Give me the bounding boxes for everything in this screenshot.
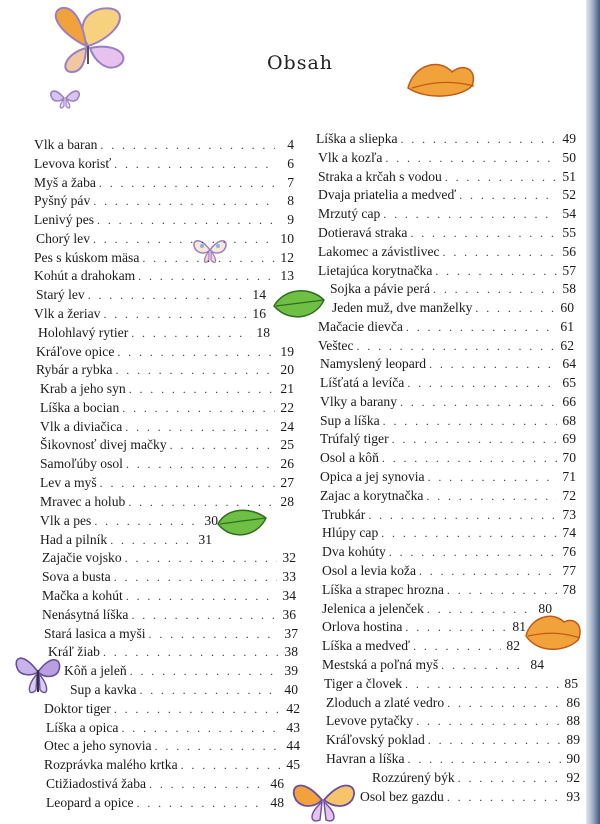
toc-entry-page: 18 — [256, 325, 270, 340]
toc-entry-page: 34 — [282, 588, 296, 603]
toc-entry-page: 86 — [566, 695, 580, 710]
toc-entry-page: 36 — [282, 607, 296, 622]
toc-entry — [42, 587, 296, 605]
toc-entry-page: 31 — [198, 532, 212, 547]
toc-entry — [70, 681, 298, 699]
toc-entry-page: 74 — [562, 525, 576, 540]
toc-entry — [46, 775, 284, 793]
toc-dot-leader — [99, 174, 275, 192]
toc-entry-page: 76 — [562, 544, 576, 559]
toc-dot-leader — [142, 249, 275, 267]
toc-entry-title: Zajačie vojsko — [42, 550, 122, 565]
toc-dot-leader — [406, 318, 555, 336]
toc-entry-page: 54 — [562, 206, 576, 221]
toc-entry-page: 21 — [280, 381, 294, 396]
toc-dot-leader — [115, 361, 275, 379]
toc-entry-page: 43 — [286, 720, 300, 735]
toc-entry-title: Šikovnosť divej mačky — [40, 437, 167, 452]
toc-entry-title: Líšťatá a levíča — [320, 375, 405, 390]
toc-entry-page: 61 — [560, 319, 574, 334]
toc-entry — [322, 543, 576, 561]
toc-entry — [34, 249, 294, 267]
toc-entry — [44, 625, 298, 643]
toc-entry-title: Kohút a drahokam — [34, 268, 136, 283]
toc-entry-page: 69 — [562, 431, 576, 446]
toc-entry — [326, 694, 580, 712]
toc-entry-title: Líška a strapec hrozna — [322, 582, 444, 597]
toc-entry-title: Ctižiadostivá žaba — [46, 776, 147, 791]
toc-dot-leader — [94, 512, 199, 530]
toc-entry-title: Lenivý pes — [34, 212, 95, 227]
toc-entry-page: 27 — [280, 475, 294, 490]
toc-entry-page: 88 — [566, 713, 580, 728]
toc-dot-leader — [100, 136, 275, 154]
toc-entry-title: Leopard a opice — [46, 795, 134, 810]
toc-entry — [36, 361, 294, 379]
toc-dot-leader — [121, 719, 281, 737]
toc-entry — [322, 581, 576, 599]
toc-entry — [40, 531, 212, 549]
toc-entry — [40, 418, 294, 436]
toc-entry-page: 4 — [287, 137, 294, 152]
toc-entry-title: Stará lasica a myši — [44, 626, 146, 641]
toc-dot-leader — [131, 606, 277, 624]
toc-entry-title: Vlk a kozľa — [318, 150, 383, 165]
toc-entry — [36, 230, 294, 248]
toc-entry — [34, 155, 294, 173]
toc-dot-leader — [428, 731, 561, 749]
toc-entry-title: Líška a sliepka — [316, 131, 398, 146]
toc-entry-page: 78 — [562, 582, 576, 597]
toc-entry-title: Zloduch a zlaté vedro — [326, 695, 445, 710]
toc-entry — [44, 737, 300, 755]
toc-entry-title: Rozzúrený býk — [372, 770, 455, 785]
toc-dot-leader — [149, 775, 265, 793]
toc-entry-title: Dotieravá straka — [318, 225, 408, 240]
toc-dot-leader — [405, 618, 507, 636]
toc-entry-title: Osol a levia koža — [322, 563, 416, 578]
toc-entry-page: 51 — [562, 169, 576, 184]
toc-dot-leader — [385, 149, 557, 167]
toc-entry — [322, 618, 526, 636]
toc-entry-page: 19 — [280, 344, 294, 359]
toc-entry-page: 45 — [286, 757, 300, 772]
toc-entry — [40, 399, 294, 417]
toc-entry-title: Kráľovský poklad — [326, 732, 425, 747]
toc-entry-title: Jeden muž, dve manželky — [332, 300, 473, 315]
toc-entry-page: 84 — [530, 657, 544, 672]
toc-entry — [320, 374, 576, 392]
toc-entry-title: Líška a bocian — [40, 400, 120, 415]
toc-entry-page: 62 — [560, 338, 574, 353]
toc-entry-page: 39 — [284, 663, 298, 678]
toc-entry — [40, 512, 218, 530]
toc-entry-title: Vlk a diviačica — [40, 419, 123, 434]
toc-entry — [320, 393, 576, 411]
toc-entry-title: Mačka a kohút — [42, 588, 123, 603]
toc-entry — [322, 637, 520, 655]
toc-dot-leader — [131, 324, 251, 342]
toc-entry-title: Havran a líška — [326, 751, 405, 766]
toc-entry — [360, 788, 580, 806]
toc-dot-leader — [130, 662, 279, 680]
toc-dot-leader — [137, 794, 265, 812]
toc-entry — [318, 186, 576, 204]
toc-entry-title: Kôň a jeleň — [64, 663, 127, 678]
toc-entry-page: 80 — [538, 601, 552, 616]
toc-entry-title: Sup a kavka — [70, 682, 137, 697]
toc-entry — [326, 750, 580, 768]
toc-dot-leader — [122, 399, 275, 417]
toc-entry-title: Rozprávka malého krtka — [44, 757, 178, 772]
toc-entry-title: Krab a jeho syn — [40, 381, 126, 396]
toc-entry-page: 20 — [280, 362, 294, 377]
toc-entry — [46, 719, 300, 737]
toc-entry-title: Vlk a baran — [34, 137, 98, 152]
toc-dot-leader — [419, 562, 557, 580]
toc-entry-title: Myš a žaba — [34, 175, 96, 190]
toc-entry — [322, 600, 552, 618]
toc-entry — [42, 549, 296, 567]
toc-dot-leader — [475, 299, 555, 317]
toc-dot-leader — [426, 487, 557, 505]
toc-entry-title: Straka a krčah s vodou — [318, 169, 442, 184]
toc-entry-page: 72 — [562, 488, 576, 503]
toc-dot-leader — [149, 625, 279, 643]
toc-entry — [34, 174, 294, 192]
toc-entry-page: 71 — [562, 469, 576, 484]
toc-entry — [64, 662, 298, 680]
toc-entry-title: Mravec a holub — [40, 494, 126, 509]
toc-dot-leader — [459, 186, 557, 204]
toc-entry-page: 93 — [566, 789, 580, 804]
toc-entry-title: Dvaja priatelia a medveď — [318, 187, 457, 202]
toc-dot-leader — [413, 637, 501, 655]
toc-dot-leader — [181, 756, 281, 774]
toc-entry — [322, 656, 544, 674]
toc-dot-leader — [170, 436, 275, 454]
toc-entry-page: 22 — [280, 400, 294, 415]
toc-entry — [34, 192, 294, 210]
toc-dot-leader — [126, 455, 275, 473]
toc-entry-title: Otec a jeho synovia — [44, 738, 152, 753]
toc-entry-title: Vlk a pes — [40, 513, 92, 528]
toc-entry — [40, 380, 294, 398]
toc-entry-title: Hlúpy cap — [322, 525, 379, 540]
toc-dot-leader — [410, 224, 557, 242]
toc-entry-page: 25 — [280, 437, 294, 452]
toc-dot-leader — [125, 418, 275, 436]
toc-dot-leader — [139, 681, 279, 699]
toc-dot-leader — [408, 750, 561, 768]
toc-dot-leader — [405, 675, 559, 693]
toc-entry — [40, 493, 294, 511]
butterfly-icon — [286, 770, 362, 824]
toc-entry — [322, 562, 576, 580]
toc-entry — [34, 305, 266, 323]
toc-entry-title: Sova a busta — [42, 569, 111, 584]
toc-dot-leader — [392, 430, 557, 448]
toc-entry — [372, 769, 580, 787]
page-edge — [586, 0, 600, 824]
toc-dot-leader — [381, 524, 557, 542]
toc-dot-leader — [114, 700, 281, 718]
toc-entry — [316, 130, 576, 148]
leaf-icon — [404, 58, 480, 102]
toc-entry-page: 33 — [282, 569, 296, 584]
toc-entry-title: Zajac a korytnačka — [320, 488, 424, 503]
toc-entry-page: 82 — [506, 638, 520, 653]
toc-entry-page: 37 — [284, 626, 298, 641]
toc-dot-leader — [382, 449, 557, 467]
toc-entry-title: Samoľúby osol — [40, 456, 123, 471]
toc-entry-title: Mrzutý cap — [318, 206, 381, 221]
toc-entry-title: Jelenica a jelenček — [322, 601, 424, 616]
toc-entry-title: Veštec — [318, 338, 354, 353]
toc-entry-title: Pes s kúskom mäsa — [34, 250, 140, 265]
toc-entry-title: Pyšný páv — [34, 193, 91, 208]
toc-entry — [38, 324, 270, 342]
toc-entry — [320, 487, 576, 505]
toc-dot-leader — [435, 262, 557, 280]
toc-dot-leader — [125, 549, 277, 567]
toc-entry — [42, 568, 296, 586]
toc-entry-title: Lakomec a závistlivec — [318, 244, 440, 259]
toc-entry-title: Namyslený leopard — [320, 356, 427, 371]
toc-entry — [320, 430, 576, 448]
toc-entry-page: 77 — [562, 563, 576, 578]
toc-entry-page: 7 — [287, 175, 294, 190]
toc-dot-leader — [88, 286, 247, 304]
toc-dot-leader — [138, 267, 275, 285]
toc-entry-page: 92 — [566, 770, 580, 785]
toc-dot-leader — [383, 412, 557, 430]
toc-entry-page: 14 — [252, 287, 266, 302]
toc-entry-title: Lev a myš — [40, 475, 97, 490]
toc-entry-page: 26 — [280, 456, 294, 471]
toc-entry-page: 38 — [284, 644, 298, 659]
toc-entry-page: 55 — [562, 225, 576, 240]
toc-entry-title: Doktor tiger — [44, 701, 111, 716]
toc-dot-leader — [389, 543, 557, 561]
toc-entry — [318, 205, 576, 223]
toc-entry-page: 89 — [566, 732, 580, 747]
toc-entry-title: Líška a medveď — [322, 638, 411, 653]
toc-entry-page: 16 — [252, 306, 266, 321]
toc-entry — [322, 506, 576, 524]
toc-entry — [34, 136, 294, 154]
toc-entry-page: 70 — [562, 450, 576, 465]
toc-entry-title: Vlky a barany — [320, 394, 398, 409]
toc-entry-title: Had a pilník — [40, 532, 108, 547]
toc-entry-title: Levove pytačky — [326, 713, 414, 728]
toc-entry-page: 13 — [280, 268, 294, 283]
toc-dot-leader — [445, 168, 557, 186]
toc-dot-leader — [126, 587, 277, 605]
toc-entry — [326, 712, 580, 730]
toc-entry-title: Sojka a pávie perá — [330, 281, 431, 296]
toc-entry-page: 60 — [560, 300, 574, 315]
toc-dot-leader — [368, 506, 557, 524]
toc-dot-leader — [429, 355, 557, 373]
toc-entry-title: Mačacie dievča — [318, 319, 403, 334]
toc-entry-page: 10 — [280, 231, 294, 246]
toc-entry-page: 44 — [286, 738, 300, 753]
toc-dot-leader — [416, 712, 561, 730]
toc-dot-leader — [447, 694, 561, 712]
toc-entry-page: 58 — [562, 281, 576, 296]
toc-entry — [318, 149, 576, 167]
toc-entry — [332, 299, 574, 317]
toc-dot-leader — [97, 211, 275, 229]
toc-entry-title: Trubkár — [322, 507, 366, 522]
toc-entry-page: 42 — [286, 701, 300, 716]
toc-entry-title: Starý lev — [36, 287, 85, 302]
toc-entry-page: 52 — [562, 187, 576, 202]
toc-entry-page: 32 — [282, 550, 296, 565]
toc-entry-page: 48 — [270, 795, 284, 810]
toc-entry — [36, 286, 266, 304]
toc-dot-leader — [103, 305, 247, 323]
toc-entry-title: Levova korisť — [34, 156, 112, 171]
toc-entry-page: 66 — [562, 394, 576, 409]
toc-entry-title: Rybár a rybka — [36, 362, 113, 377]
toc-entry — [318, 318, 574, 336]
toc-entry — [318, 337, 574, 355]
toc-dot-leader — [441, 656, 525, 674]
toc-entry-title: Opica a jej synovia — [320, 469, 425, 484]
toc-entry-page: 30 — [204, 513, 218, 528]
toc-dot-leader — [407, 374, 557, 392]
toc-dot-leader — [110, 531, 193, 549]
toc-entry-page: 64 — [562, 356, 576, 371]
toc-entry-page: 24 — [280, 419, 294, 434]
toc-entry — [326, 731, 580, 749]
toc-entry-page: 56 — [562, 244, 576, 259]
toc-entry-page: 46 — [270, 776, 284, 791]
toc-entry — [36, 343, 294, 361]
toc-dot-leader — [93, 230, 275, 248]
toc-dot-leader — [117, 343, 275, 361]
toc-entry — [320, 468, 576, 486]
toc-entry — [322, 524, 576, 542]
toc-entry-page: 57 — [562, 263, 576, 278]
toc-entry — [34, 211, 294, 229]
toc-entry — [318, 224, 576, 242]
toc-dot-leader — [114, 155, 275, 173]
toc-dot-leader — [100, 474, 275, 492]
toc-entry — [318, 243, 576, 261]
toc-entry — [48, 643, 298, 661]
toc-entry — [40, 474, 294, 492]
toc-dot-leader — [383, 205, 557, 223]
toc-entry-page: 73 — [562, 507, 576, 522]
toc-entry-page: 12 — [280, 250, 294, 265]
toc-entry-page: 40 — [284, 682, 298, 697]
toc-entry — [320, 355, 576, 373]
toc-entry — [40, 436, 294, 454]
toc-entry-title: Líška a opica — [46, 720, 119, 735]
toc-entry-title: Chorý lev — [36, 231, 90, 246]
toc-dot-leader — [155, 737, 281, 755]
toc-dot-leader — [93, 192, 275, 210]
toc-entry-title: Holohlavý rytier — [38, 325, 129, 340]
toc-dot-leader — [433, 280, 557, 298]
toc-entry-title: Nenásytná líška — [42, 607, 129, 622]
toc-entry-page: 49 — [562, 131, 576, 146]
toc-entry — [324, 675, 578, 693]
toc-entry — [320, 412, 576, 430]
toc-entry-page: 50 — [562, 150, 576, 165]
toc-dot-leader — [356, 337, 555, 355]
toc-entry-title: Trúfalý tiger — [320, 431, 389, 446]
toc-entry — [330, 280, 576, 298]
butterfly-icon — [48, 2, 134, 80]
toc-entry-title: Mestská a poľná myš — [322, 657, 439, 672]
toc-dot-leader — [128, 493, 275, 511]
toc-entry-page: 90 — [566, 751, 580, 766]
toc-dot-leader — [114, 568, 277, 586]
toc-entry — [318, 168, 576, 186]
toc-entry-title: Orlova hostina — [322, 619, 403, 634]
toc-entry — [44, 700, 300, 718]
toc-entry — [46, 794, 284, 812]
toc-entry — [34, 267, 294, 285]
toc-entry-title: Kráľ žiab — [48, 644, 100, 659]
butterfly-icon — [48, 84, 82, 112]
toc-entry-title: Kráľove opice — [36, 344, 115, 359]
toc-entry-title: Osol a kôň — [320, 450, 379, 465]
toc-entry-page: 85 — [564, 676, 578, 691]
toc-entry — [320, 449, 576, 467]
toc-entry — [318, 262, 576, 280]
toc-dot-leader — [458, 769, 561, 787]
toc-dot-leader — [447, 788, 561, 806]
toc-entry-page: 68 — [562, 413, 576, 428]
toc-entry — [44, 756, 300, 774]
toc-entry — [40, 455, 294, 473]
toc-entry-title: Dva kohúty — [322, 544, 386, 559]
toc-entry-page: 81 — [512, 619, 526, 634]
toc-dot-leader — [401, 130, 557, 148]
toc-dot-leader — [443, 243, 557, 261]
toc-entry-title: Sup a líška — [320, 413, 380, 428]
toc-dot-leader — [129, 380, 275, 398]
toc-entry — [42, 606, 296, 624]
toc-dot-leader — [427, 600, 533, 618]
toc-dot-leader — [103, 643, 279, 661]
toc-entry-title: Lietajúca korytnačka — [318, 263, 433, 278]
toc-entry-title: Osol bez gazdu — [360, 789, 444, 804]
toc-entry-page: 9 — [287, 212, 294, 227]
page-title: Obsah — [266, 52, 334, 74]
toc-entry-page: 65 — [562, 375, 576, 390]
toc-dot-leader — [447, 581, 557, 599]
toc-dot-leader — [400, 393, 557, 411]
toc-entry-page: 8 — [287, 193, 294, 208]
toc-entry-title: Vlk a žeriav — [34, 306, 101, 321]
toc-dot-leader — [428, 468, 557, 486]
toc-entry-page: 28 — [280, 494, 294, 509]
toc-entry-title: Tiger a človek — [324, 676, 403, 691]
toc-entry-page: 6 — [287, 156, 294, 171]
